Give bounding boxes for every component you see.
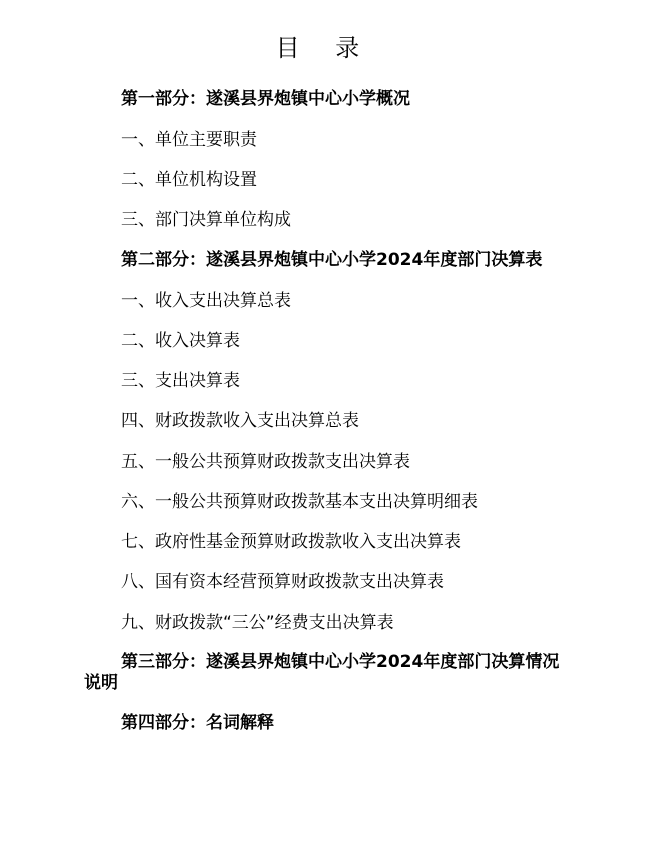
- toc-part-1: 第一部分：遂溪县界炮镇中心小学概况: [121, 89, 410, 109]
- toc-item-1-2: 二、单位机构设置: [121, 170, 257, 190]
- toc-part-2: 第二部分：遂溪县界炮镇中心小学2024年度部门决算表: [121, 250, 543, 270]
- toc-item-2-9: 九、财政拨款“三公”经费支出决算表: [121, 613, 394, 633]
- toc-item-2-2: 二、收入决算表: [121, 331, 240, 351]
- toc-item-2-8: 八、国有资本经营预算财政拨款支出决算表: [121, 572, 444, 592]
- toc-item-2-6: 六、一般公共预算财政拨款基本支出决算明细表: [121, 492, 478, 512]
- toc-item-2-4: 四、财政拨款收入支出决算总表: [121, 411, 359, 431]
- toc-item-1-3: 三、部门决算单位构成: [121, 210, 291, 230]
- toc-item-2-5: 五、一般公共预算财政拨款支出决算表: [121, 452, 410, 472]
- toc-part-3: 第三部分：遂溪县界炮镇中心小学2024年度部门决算情况说明: [84, 652, 560, 693]
- toc-item-2-7: 七、政府性基金预算财政拨款收入支出决算表: [121, 532, 461, 552]
- toc-item-2-3: 三、支出决算表: [121, 371, 240, 391]
- toc-part-4: 第四部分：名词解释: [121, 713, 274, 733]
- toc-item-1-1: 一、单位主要职责: [121, 130, 257, 150]
- toc-title: 目 录: [275, 34, 374, 62]
- toc-item-2-1: 一、收入支出决算总表: [121, 291, 291, 311]
